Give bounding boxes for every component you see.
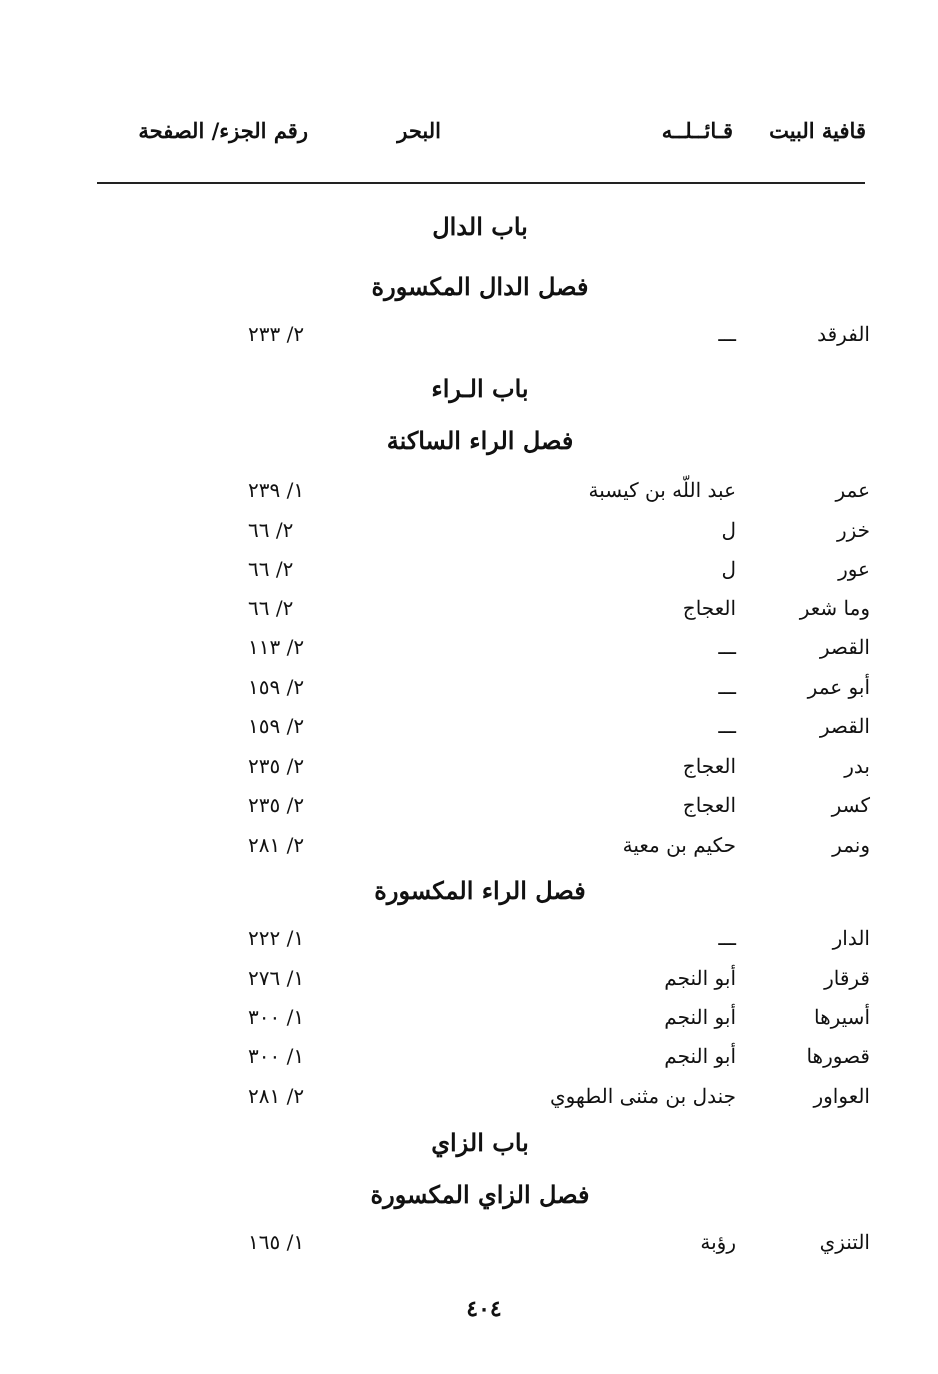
rhyme-cell: عمر: [835, 478, 870, 502]
header-reference: رقم الجزء/ الصفحة: [138, 118, 308, 143]
reference-cell: ١/ ٣٠٠: [248, 1044, 305, 1068]
rhyme-cell: الفرقد: [817, 322, 870, 346]
reference-cell: ١/ ٢٢٢: [248, 926, 305, 950]
rhyme-cell: أسيرها: [813, 1005, 870, 1029]
reference-cell: ٢/ ٦٦: [248, 557, 294, 581]
page-number: ٤٠٤: [466, 1296, 502, 1322]
table-row: [0, 635, 938, 671]
table-row: [0, 1044, 938, 1080]
reference-cell: ٢/ ٢٣٥: [248, 793, 305, 817]
table-row: [0, 596, 938, 632]
table-row: [0, 675, 938, 711]
poet-cell: أبو النجم: [664, 966, 736, 990]
table-row: [0, 714, 938, 750]
reference-cell: ٢/ ٦٦: [248, 596, 294, 620]
poet-cell: ل: [721, 557, 736, 581]
poet-cell: حكيم بن معية: [622, 833, 736, 857]
poet-cell: عبد اللّه بن كيسبة: [588, 478, 736, 502]
rhyme-cell: التنزي: [819, 1230, 870, 1254]
rhyme-cell: القصر: [819, 635, 870, 659]
reference-cell: ٢/ ٢٨١: [248, 833, 305, 857]
table-row: [0, 926, 938, 962]
poet-cell: أبو النجم: [664, 1005, 736, 1029]
reference-cell: ٢/ ٦٦: [248, 518, 294, 542]
section-title-dal-maksura: فصل الدال المكسورة: [371, 272, 589, 301]
poet-cell: ـــ: [718, 926, 736, 950]
reference-cell: ٢/ ٢٨١: [248, 1084, 305, 1108]
reference-cell: ٢/ ٢٣٥: [248, 754, 305, 778]
reference-cell: ٢/ ٢٣٣: [248, 322, 305, 346]
poet-cell: العجاج: [682, 754, 736, 778]
reference-cell: ٢/ ١١٣: [248, 635, 305, 659]
header-rhyme: قافية البيت: [769, 118, 866, 143]
poet-cell: ـــ: [718, 635, 736, 659]
table-header: [0, 118, 938, 158]
table-row: [0, 1084, 938, 1120]
rhyme-cell: قصورها: [806, 1044, 870, 1068]
table-row: [0, 833, 938, 869]
poet-cell: ـــ: [718, 322, 736, 346]
rhyme-cell: قرقار: [824, 966, 870, 990]
poet-cell: العجاج: [682, 793, 736, 817]
rhyme-cell: كسر: [831, 793, 870, 817]
poet-cell: رؤبة: [700, 1230, 736, 1254]
table-row: [0, 966, 938, 1002]
table-row: [0, 557, 938, 593]
rhyme-cell: القصر: [819, 714, 870, 738]
rhyme-cell: عور: [838, 557, 870, 581]
rhyme-cell: أبو عمر: [807, 675, 870, 699]
reference-cell: ١/ ٢٣٩: [248, 478, 305, 502]
table-row: [0, 518, 938, 554]
poet-cell: ل: [721, 518, 736, 542]
poet-cell: أبو النجم: [664, 1044, 736, 1068]
table-row: [0, 1230, 938, 1266]
rhyme-cell: الدار: [832, 926, 870, 950]
rhyme-cell: خزر: [836, 518, 870, 542]
reference-cell: ١/ ٢٧٦: [248, 966, 305, 990]
table-row: [0, 478, 938, 514]
section-title-zay-maksura: فصل الزاي المكسورة: [370, 1180, 590, 1209]
rhyme-cell: ونمر: [832, 833, 870, 857]
table-row: [0, 793, 938, 829]
chapter-title-zay: باب الزاي: [431, 1128, 529, 1157]
reference-cell: ٢/ ١٥٩: [248, 714, 305, 738]
reference-cell: ٢/ ١٥٩: [248, 675, 305, 699]
reference-cell: ١/ ٣٠٠: [248, 1005, 305, 1029]
poet-cell: العجاج: [682, 596, 736, 620]
reference-cell: ١/ ١٦٥: [248, 1230, 305, 1254]
rhyme-cell: العواور: [813, 1084, 870, 1108]
header-poet: قـائــلــه: [661, 118, 733, 143]
rhyme-cell: بدر: [844, 754, 870, 778]
header-divider: [97, 182, 865, 184]
section-title-ra-sakina: فصل الراء الساكنة: [386, 426, 574, 455]
table-row: [0, 322, 938, 358]
poet-cell: ـــ: [718, 675, 736, 699]
poet-cell: ـــ: [718, 714, 736, 738]
table-row: [0, 1005, 938, 1041]
section-title-ra-maksura: فصل الراء المكسورة: [374, 876, 586, 905]
poet-cell: جندل بن مثنى الطهوي: [549, 1084, 736, 1108]
table-row: [0, 754, 938, 790]
chapter-title-ra: باب الـراء: [431, 374, 529, 403]
header-meter: البحر: [397, 118, 441, 143]
rhyme-cell: وما شعر: [799, 596, 870, 620]
chapter-title-dal: باب الدال: [432, 212, 528, 241]
